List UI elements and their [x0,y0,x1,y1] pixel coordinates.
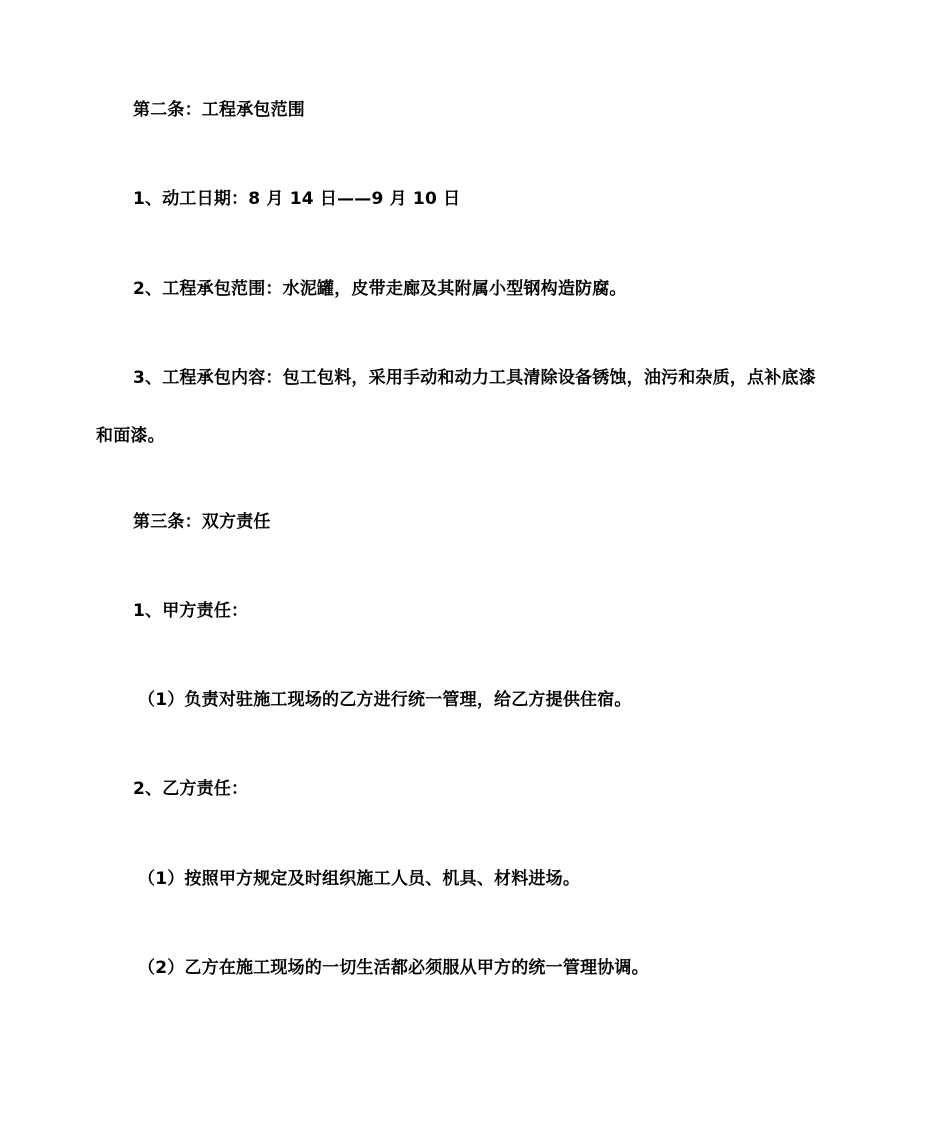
party-b-item-2: （2）乙方在施工现场的一切生活都必须服从甲方的统一管理协调。 [138,958,649,978]
clause-contract-content: 3、工程承包内容：包工包料，采用手动和动力工具清除设备锈蚀，油污和杂质，点补底漆 [133,368,816,388]
clause-start-date: 1、动工日期：8 月 14 日——9 月 10 日 [133,189,461,209]
party-b-item-1: （1）按照甲方规定及时组织施工人员、机具、材料进场。 [138,869,581,889]
party-a-responsibility-heading: 1、甲方责任： [133,601,249,621]
clause-contract-content-continued: 和面漆。 [96,426,165,446]
party-a-item-1: （1）负责对驻施工现场的乙方进行统一管理，给乙方提供住宿。 [138,690,632,710]
clause-contract-scope: 2、工程承包范围：水泥罐，皮带走廊及其附属小型钢构造防腐。 [133,279,627,299]
section-heading-scope: 第二条：工程承包范围 [133,100,305,120]
section-heading-responsibilities: 第三条：双方责任 [133,512,271,532]
party-b-responsibility-heading: 2、乙方责任： [133,779,249,799]
